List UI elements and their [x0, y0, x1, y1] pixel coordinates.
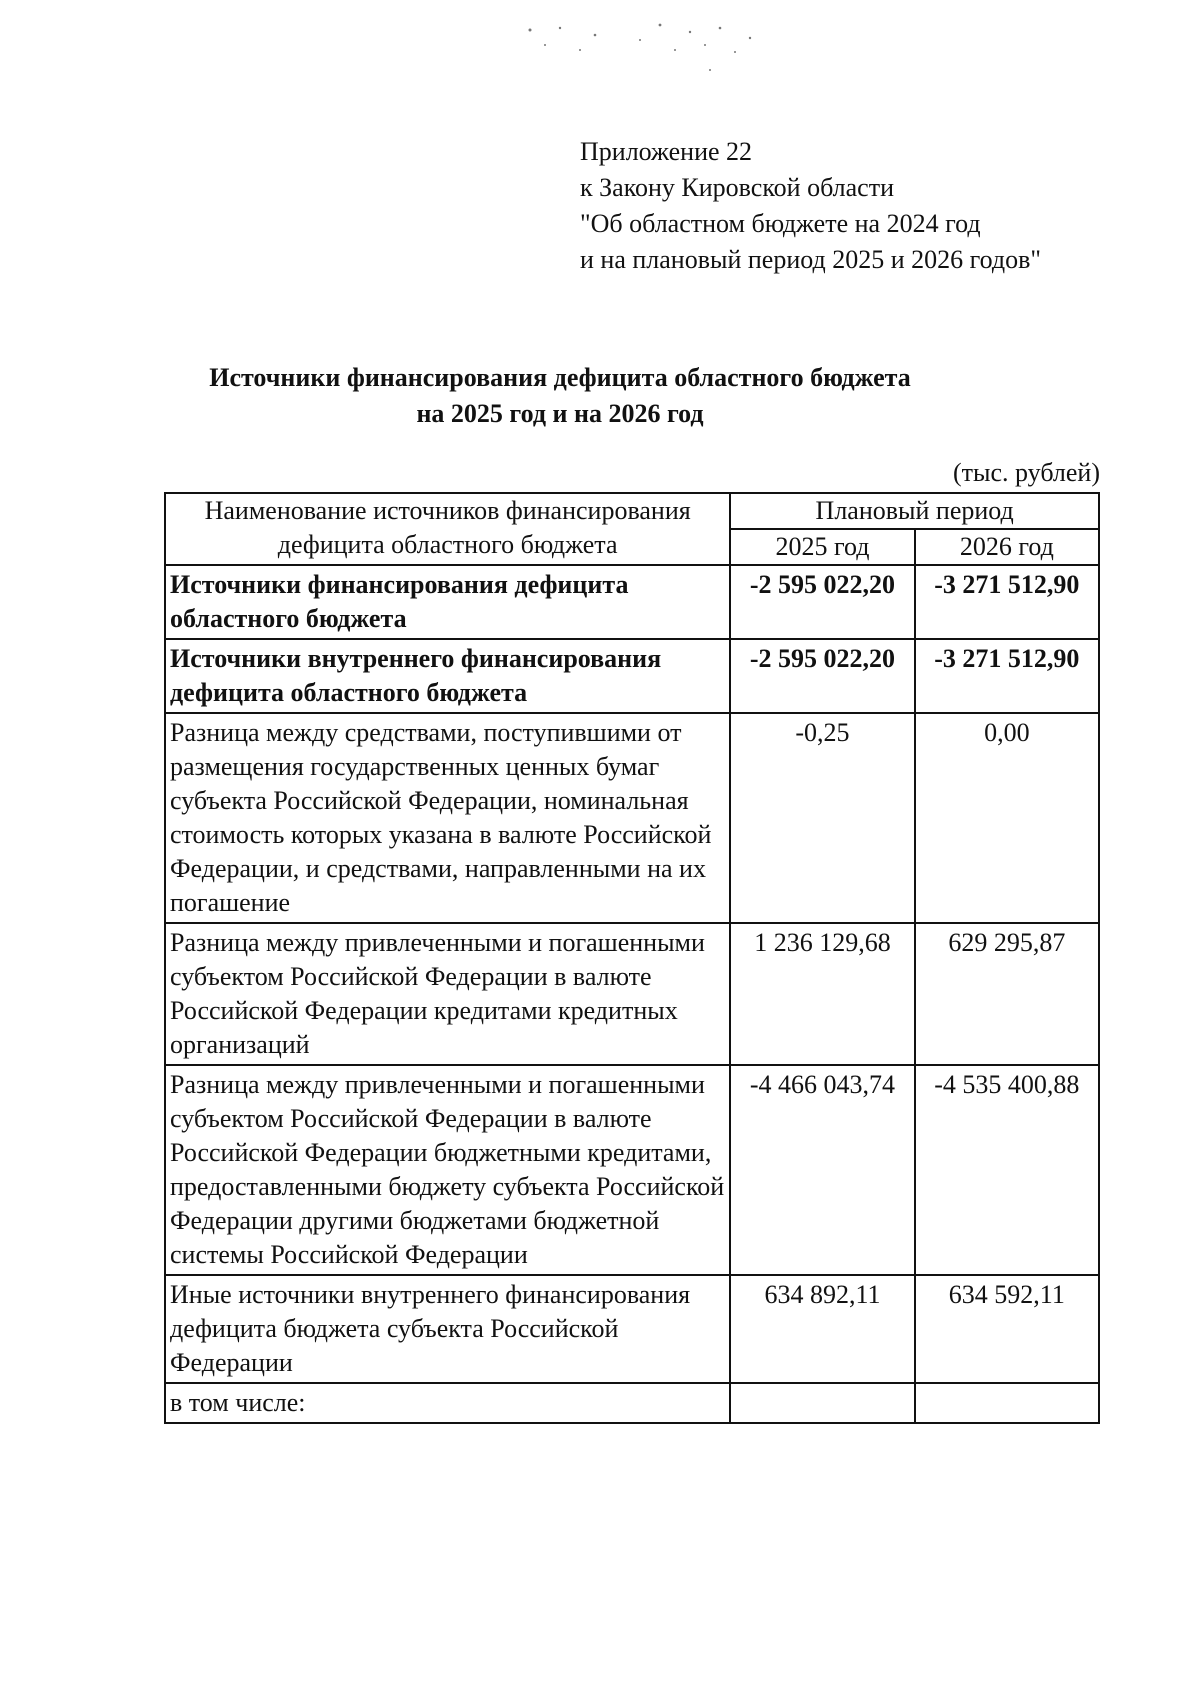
- row-value-2026: -4 535 400,88: [915, 1065, 1099, 1275]
- document-title: [160, 360, 960, 432]
- table-row: [165, 639, 1099, 713]
- units-label: (тыс. рублей): [952, 458, 1100, 487]
- row-name: Разница между привлеченными и погашенными субъектом Российской Федерации в валюте Российской Федерации бюджетными кредитами, предоставленными бюджету субъекта Российской Федерации другими бюджетами бюджетной системы Российской Федерации: [165, 1065, 730, 1275]
- row-name: в том числе:: [165, 1383, 730, 1423]
- appendix-line: "Об областном бюджете на 2024 год: [580, 209, 981, 238]
- row-value-2026: -3 271 512,90: [915, 639, 1099, 713]
- row-name: Источники финансирования дефицита областного бюджета: [165, 565, 730, 639]
- table-row: [165, 565, 1099, 639]
- header-period-group: Плановый период: [730, 493, 1099, 529]
- row-value-2025: -2 595 022,20: [730, 639, 914, 713]
- header-name-column: Наименование источников финансирования дефицита областного бюджета: [165, 493, 730, 565]
- appendix-line: к Закону Кировской области: [580, 173, 894, 202]
- table-row: [165, 1065, 1099, 1275]
- row-name: Источники внутреннего финансирования дефицита областного бюджета: [165, 639, 730, 713]
- scan-speckle-mark: [500, 10, 820, 80]
- title-line-1: Источники финансирования дефицита областного бюджета: [209, 363, 911, 392]
- row-value-2025: 1 236 129,68: [730, 923, 914, 1065]
- appendix-line: и на плановый период 2025 и 2026 годов": [580, 245, 1042, 274]
- table-header-row: [165, 493, 1099, 529]
- table-row: [165, 1275, 1099, 1383]
- row-name: Разница между привлеченными и погашенными субъектом Российской Федерации в валюте Российской Федерации кредитами кредитных организаций: [165, 923, 730, 1065]
- row-value-2025: -0,25: [730, 713, 914, 923]
- row-value-2026: 0,00: [915, 713, 1099, 923]
- header-year-2026: 2026 год: [915, 529, 1099, 565]
- row-name: Иные источники внутреннего финансирования дефицита бюджета субъекта Российской Федерации: [165, 1275, 730, 1383]
- row-value-2026: [915, 1383, 1099, 1423]
- row-value-2025: -2 595 022,20: [730, 565, 914, 639]
- table-row: [165, 1383, 1099, 1423]
- financing-sources-table: [164, 492, 1100, 1424]
- header-year-2025: 2025 год: [730, 529, 914, 565]
- row-value-2025: [730, 1383, 914, 1423]
- appendix-note: [580, 134, 1041, 278]
- row-value-2026: 629 295,87: [915, 923, 1099, 1065]
- title-line-2: на 2025 год и на 2026 год: [416, 399, 704, 428]
- row-value-2025: -4 466 043,74: [730, 1065, 914, 1275]
- table-row: [165, 713, 1099, 923]
- table-row: [165, 923, 1099, 1065]
- row-value-2026: 634 592,11: [915, 1275, 1099, 1383]
- row-value-2026: -3 271 512,90: [915, 565, 1099, 639]
- row-value-2025: 634 892,11: [730, 1275, 914, 1383]
- row-name: Разница между средствами, поступившими от размещения государственных ценных бумаг субъекта Российской Федерации, номинальная стоимость которых указана в валюте Российской Федерации, и средствами, направленными на их погашение: [165, 713, 730, 923]
- appendix-line: Приложение 22: [580, 137, 753, 166]
